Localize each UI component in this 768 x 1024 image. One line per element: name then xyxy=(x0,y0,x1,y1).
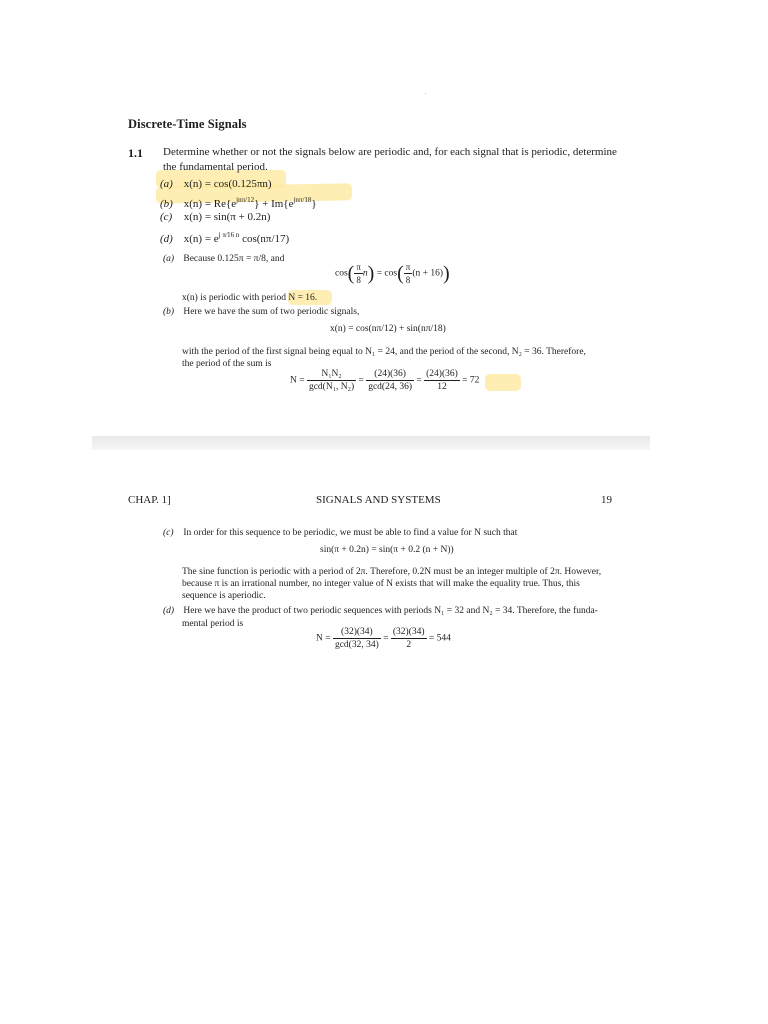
part-label: (b) xyxy=(160,198,173,210)
part-b xyxy=(160,193,317,211)
solution-text: Here we have the sum of two periodic signals, xyxy=(183,307,360,317)
exponent: jnπ/12 xyxy=(236,196,255,204)
part-expression-suffix: } xyxy=(311,198,317,210)
eq-equals: = xyxy=(376,268,383,279)
solution-b-paragraph-line1: with the period of the first signal being equal to N₁ = 24, and the period of the second, N₂ = 36. Therefore, xyxy=(182,347,586,357)
fraction: $\frac{\text{N₁N₂}}{\text{gcd(N₁, N₂)}}$ xyxy=(308,369,355,392)
result-text: x(n) is periodic with period xyxy=(182,293,289,303)
result-value: N = 16. xyxy=(288,293,318,303)
problem-number: 1.1 xyxy=(128,146,143,160)
formula-b: N = $\frac{\text{N₁N₂}}{\text{gcd(N₁, N₂)}}$ = $\frac{(24)(36)}{\gcd(24, 36)}$ = $\frac{(24)(36)}{12}$ = 72 xyxy=(290,369,480,392)
part-expression-prefix: x(n) = e xyxy=(183,233,219,245)
solution-c-paragraph-line1: The sine function is periodic with a period of 2π. Therefore, 0.2N must be an integer multiple of 2π. However, xyxy=(182,567,602,577)
part-c xyxy=(160,210,270,224)
solution-d-line2: mental period is xyxy=(182,619,244,629)
formula-d: N = $\frac{(32)(34)}{\gcd(32, 34)}$ = $\frac{(32)(34)}{2}$ = 544 xyxy=(316,627,451,650)
section-title: Discrete-Time Signals xyxy=(128,117,247,131)
part-expression: x(n) = cos(0.125πn) xyxy=(183,178,272,190)
page-divider xyxy=(92,436,650,450)
fraction-pi-over-8: $\frac{\pi}{8}$ xyxy=(356,262,361,285)
exponent: j π⁄16 n xyxy=(218,231,240,239)
solution-label: (a) xyxy=(163,254,175,264)
solution-a-result xyxy=(182,292,317,305)
solution-b-intro xyxy=(163,306,359,319)
page-number: 19 xyxy=(601,494,612,506)
running-title: SIGNALS AND SYSTEMS xyxy=(316,494,441,506)
solution-a-intro xyxy=(163,253,284,266)
part-label: (a) xyxy=(160,178,173,190)
part-label: (c) xyxy=(160,211,173,223)
fraction: $\frac{(24)(36)}{12}$ xyxy=(426,369,458,392)
problem-statement: Determine whether or not the signals below are periodic and, for each signal that is periodic, determine the fundamental period. xyxy=(163,146,617,173)
solution-text: Because 0.125π = π/8, and xyxy=(183,254,285,264)
part-expression-prefix: x(n) = Re{e xyxy=(183,198,237,210)
fraction: $\frac{(32)(34)}{2}$ xyxy=(392,627,425,650)
solution-label: (b) xyxy=(163,307,175,317)
part-d xyxy=(160,228,289,246)
solution-c-paragraph-line3: sequence is aperiodic. xyxy=(182,591,266,601)
solution-label: (c) xyxy=(163,528,174,538)
formula-result: 72 xyxy=(469,375,480,386)
equation-a: cos( $\frac{\pi}{8}$ n) = cos( $\frac{\pi}{8}$ (n + 16)) xyxy=(335,262,450,285)
formula-lhs: N = xyxy=(316,633,331,644)
scan-speck xyxy=(425,93,426,94)
solution-c-intro xyxy=(163,527,517,540)
equation-b: x(n) = cos(nπ/12) + sin(nπ/18) xyxy=(330,324,446,334)
part-expression: x(n) = sin(π + 0.2n) xyxy=(183,211,271,223)
solution-b-paragraph-line2: the period of the sum is xyxy=(182,359,272,369)
part-a xyxy=(160,177,272,191)
formula-lhs: N = xyxy=(290,375,305,386)
formula-result: = 544 xyxy=(428,633,451,644)
part-expression-suffix: cos(nπ/17) xyxy=(239,233,290,245)
fraction: $\frac{(32)(34)}{\gcd(32, 34)}$ xyxy=(334,627,379,650)
equation-c: sin(π + 0.2n) = sin(π + 0.2 (n + N)) xyxy=(320,545,454,555)
fraction: $\frac{(24)(36)}{\gcd(24, 36)}$ xyxy=(368,369,413,392)
part-label: (d) xyxy=(160,233,173,245)
fraction-pi-over-8: $\frac{\pi}{8}$ xyxy=(405,262,411,285)
solution-text: Here we have the product of two periodic sequences with periods N₁ = 32 and N₂ = 34. Therefore, the funda- xyxy=(183,606,598,616)
chapter-header: CHAP. 1] xyxy=(128,494,171,506)
eq-cos: cos xyxy=(384,268,398,279)
exponent: jnπ/18 xyxy=(293,196,312,204)
solution-c-paragraph-line2: because π is an irrational number, no integer value of N exists that will make the equality true. Thus, this xyxy=(182,579,580,589)
part-expression-mid: } + Im{e xyxy=(254,198,294,210)
solution-d-intro xyxy=(163,605,598,618)
highlight-72 xyxy=(485,374,521,391)
solution-text: In order for this sequence to be periodic, we must be able to find a value for N such that xyxy=(183,528,518,538)
solution-label: (d) xyxy=(163,606,175,616)
eq-cos: cos xyxy=(335,268,348,279)
